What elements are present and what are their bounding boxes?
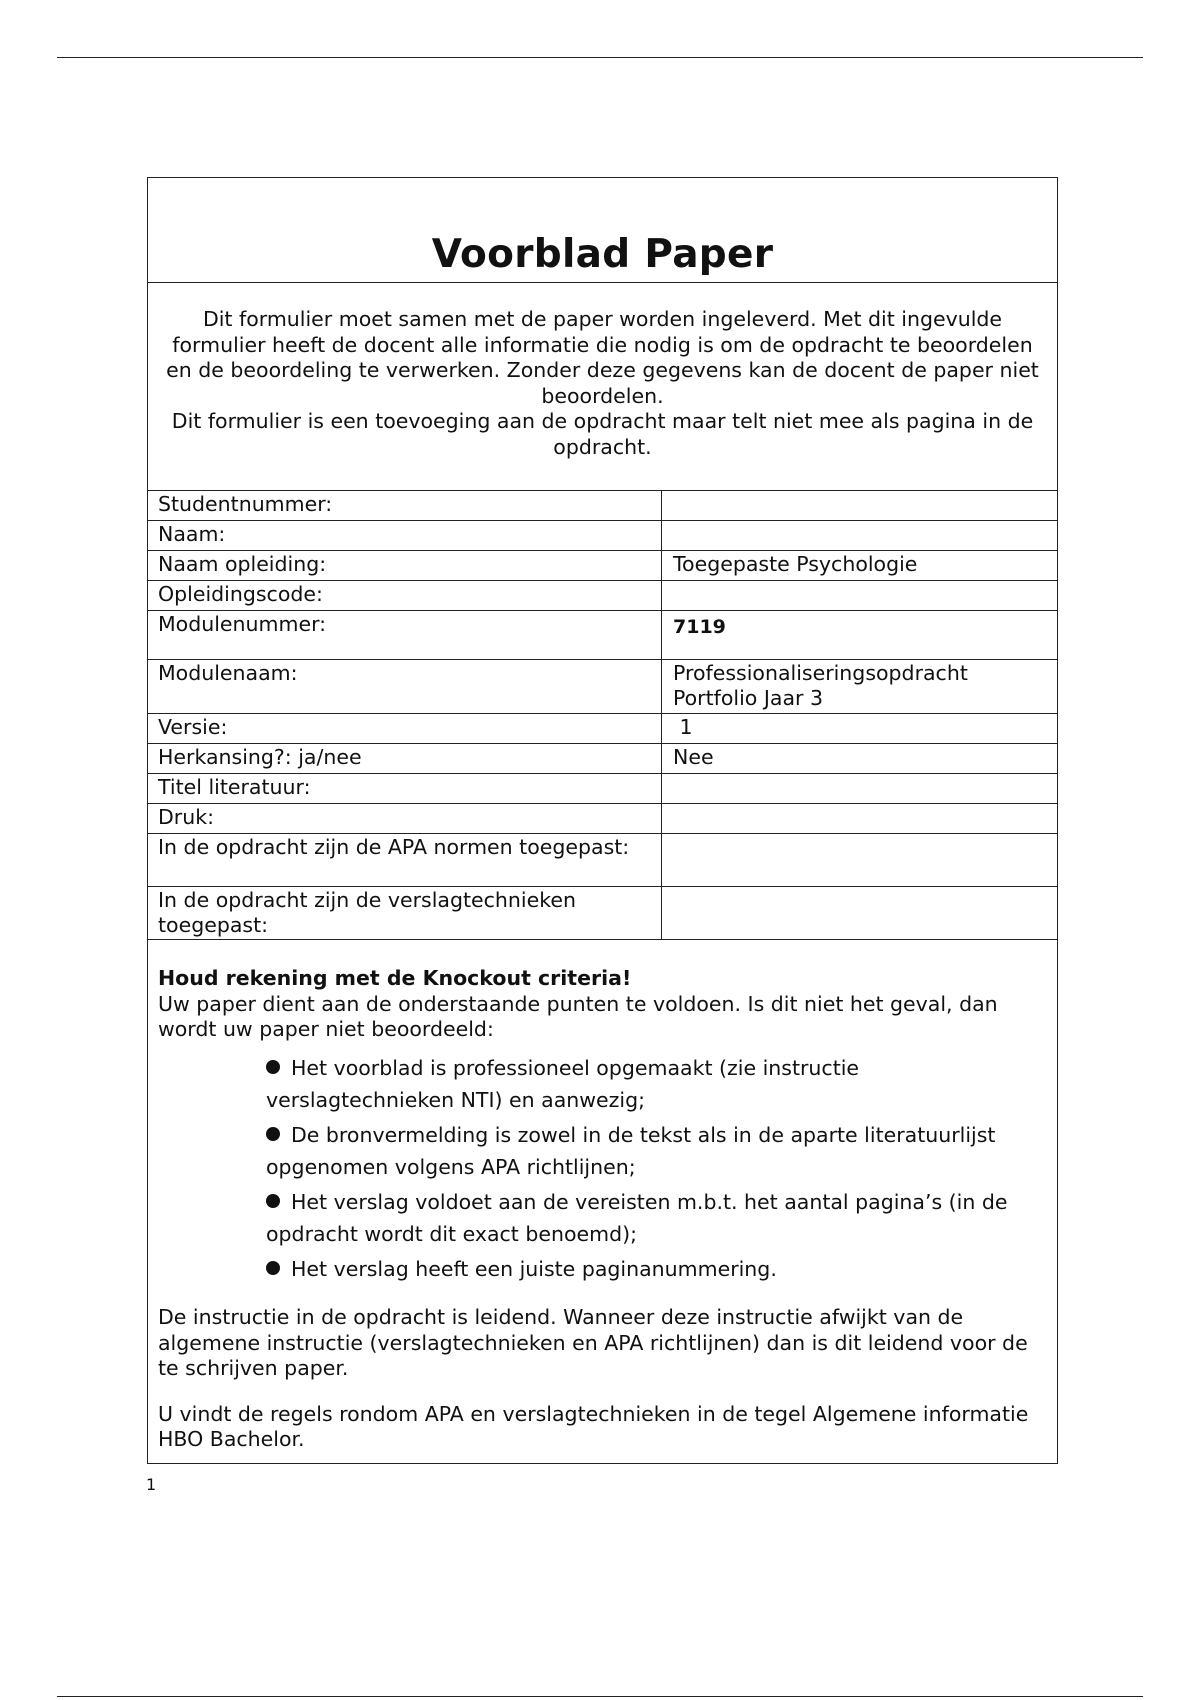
field-row-naam-opleiding [148,551,1057,581]
field-label: In de opdracht zijn de verslagtechnieken toegepast: [148,887,662,939]
field-row-modulenaam [148,660,1057,714]
field-label: Studentnummer: [148,491,662,520]
field-row-verslagtechnieken [148,887,1057,940]
field-label: Titel literatuur: [148,774,662,803]
title-cell [148,178,1057,283]
list-item-text: Het verslag voldoet aan de vereisten m.b.t. het aantal pagina’s (in de opdracht wordt dit exact benoemd); [266,1189,1008,1246]
list-item [266,1119,1047,1184]
field-value[interactable] [662,581,1057,610]
bullet-icon [266,1194,280,1208]
field-label: Druk: [148,804,662,833]
bullet-icon [266,1127,280,1141]
intro-cell [148,283,1057,491]
field-value[interactable]: Nee [673,745,714,769]
list-item [266,1253,1047,1286]
knockout-intro: Uw paper dient aan de onderstaande punten te voldoen. Is dit niet het geval, dan wordt uw paper niet beoordeeld: [158,991,998,1041]
field-row-druk [148,804,1057,834]
field-value[interactable] [662,804,1057,833]
field-row-apa-normen [148,834,1057,887]
knockout-heading: Houd rekening met de Knockout criteria! [158,966,632,990]
list-item [266,1186,1047,1251]
field-label: Naam: [148,521,662,550]
field-label: Versie: [148,714,662,743]
field-value[interactable] [662,491,1057,520]
page-number: 1 [146,1475,157,1494]
rules-location-paragraph: U vindt de regels rondom APA en verslagtechnieken in de tegel Algemene informatie HBO Bachelor. [158,1401,1029,1451]
list-item-text: Het voorblad is professioneel opgemaakt (zie instructie verslagtechnieken NTI) en aanwezig; [266,1055,860,1112]
cover-form [147,177,1058,1464]
header-rule [57,57,1143,58]
field-label: Herkansing?: ja/nee [148,744,662,773]
field-row-titel-literatuur [148,774,1057,804]
footer-rule [57,1696,1143,1697]
field-row-versie [148,714,1057,744]
field-label: Opleidingscode: [148,581,662,610]
field-value[interactable]: Toegepaste Psychologie [673,552,918,576]
intro-paragraph: Dit formulier is een toevoeging aan de opdracht maar telt niet mee als pagina in de opdracht. [171,409,1034,459]
field-value[interactable]: 1 [673,715,693,739]
intro-paragraph: Dit formulier moet samen met de paper worden ingeleverd. Met dit ingevulde formulier heeft de docent alle informatie die nodig is om de opdracht te beoordelen en de beoordeling te verwerken. Zonder deze gegevens kan de docent de paper niet beoordelen. [166,307,1039,408]
field-label: Naam opleiding: [148,551,662,580]
field-label: Modulenummer: [148,611,662,659]
field-label: In de opdracht zijn de APA normen toegepast: [148,834,662,886]
page-title: Voorblad Paper [431,232,774,277]
instruction-paragraph: De instructie in de opdracht is leidend. Wanneer deze instructie afwijkt van de algemene instructie (verslagtechnieken en APA richtlijnen) dan is dit leidend voor de te schrijven paper. [158,1305,1028,1380]
field-value[interactable]: Professionaliseringsopdracht Portfolio Jaar 3 [673,661,968,710]
knockout-section [148,940,1057,1463]
field-label: Modulenaam: [148,660,662,713]
field-row-naam [148,521,1057,551]
field-value[interactable]: 7119 [673,616,726,638]
field-value[interactable] [662,774,1057,803]
field-value[interactable] [662,521,1057,550]
field-value[interactable] [662,887,1057,939]
field-value[interactable] [662,834,1057,886]
list-item-text: De bronvermelding is zowel in de tekst als in de aparte literatuurlijst opgenomen volgens APA richtlijnen; [266,1122,996,1179]
bullet-icon [266,1261,280,1275]
field-row-modulenummer [148,611,1057,660]
field-row-opleidingscode [148,581,1057,611]
knockout-list [158,1052,1047,1286]
list-item [266,1052,1047,1117]
field-row-herkansing [148,744,1057,774]
field-row-studentnummer [148,491,1057,521]
bullet-icon [266,1060,280,1074]
list-item-text: Het verslag heeft een juiste paginanummering. [291,1256,777,1281]
